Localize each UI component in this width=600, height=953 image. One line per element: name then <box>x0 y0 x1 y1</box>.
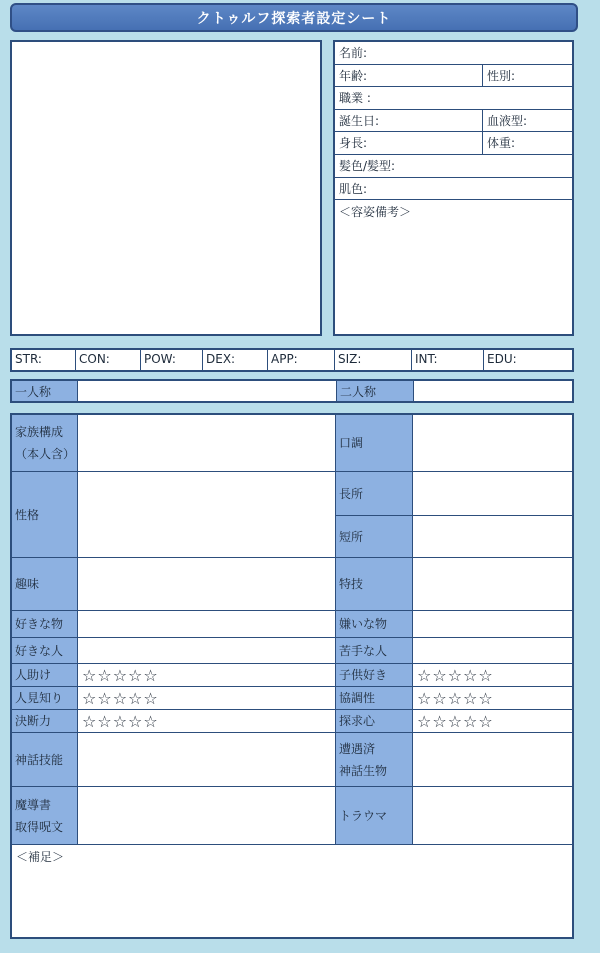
portrait-area[interactable] <box>10 40 322 336</box>
stat-pow[interactable]: POW: <box>141 350 203 370</box>
liked-people-field[interactable] <box>78 638 336 664</box>
skin-field[interactable]: 肌色: <box>339 181 368 196</box>
stat-edu[interactable]: EDU: <box>487 352 517 366</box>
dislikes-field[interactable] <box>413 611 572 638</box>
height-field[interactable]: 身長: <box>339 136 368 151</box>
curious-label: 探求心 <box>336 710 413 733</box>
shy-label: 人見知り <box>12 687 78 710</box>
personality-label: 性格 <box>12 472 78 558</box>
decisive-label: 決断力 <box>12 710 78 733</box>
birthday-field[interactable]: 誕生日: <box>339 113 380 128</box>
profile-panel <box>333 40 574 336</box>
stat-siz[interactable]: SIZ: <box>335 350 412 370</box>
trauma-label: トラウマ <box>336 787 413 845</box>
kids-label: 子供好き <box>336 664 413 687</box>
liked-people-label: 好きな人 <box>12 638 78 664</box>
tone-field[interactable] <box>413 415 572 472</box>
second-person-field[interactable] <box>414 381 572 401</box>
age-field[interactable]: 年齢: <box>339 68 368 83</box>
bad-people-label: 苦手な人 <box>336 638 413 664</box>
family-field[interactable] <box>78 415 336 472</box>
stats-row <box>10 348 574 372</box>
supplement-notes[interactable]: ＜補足＞ <box>12 845 572 937</box>
stat-con[interactable]: CON: <box>76 350 141 370</box>
grimoire-label-line1: 魔導書 <box>15 797 52 812</box>
second-person-label: 二人称 <box>337 381 414 401</box>
kids-rating[interactable]: ☆☆☆☆☆ <box>413 664 572 687</box>
hobby-label: 趣味 <box>12 558 78 611</box>
stat-int[interactable]: INT: <box>412 350 484 370</box>
coop-label: 協調性 <box>336 687 413 710</box>
personality-field[interactable] <box>78 472 336 558</box>
weakness-field[interactable] <box>413 516 572 558</box>
appearance-notes[interactable]: ＜容姿備考＞ <box>339 205 412 220</box>
decisive-rating[interactable]: ☆☆☆☆☆ <box>78 710 336 733</box>
encountered-label <box>336 733 413 787</box>
grimoire-field[interactable] <box>78 787 336 845</box>
mythos-label: 神話技能 <box>12 733 78 787</box>
gender-field[interactable]: 性別: <box>482 65 572 87</box>
family-label-line1: 家族構成 <box>15 425 64 439</box>
skill-label: 特技 <box>336 558 413 611</box>
encountered-label-line2: 神話生物 <box>339 763 388 778</box>
helping-label: 人助け <box>12 664 78 687</box>
encountered-label-line1: 遭遇済 <box>339 741 376 756</box>
encountered-field[interactable] <box>413 733 572 787</box>
hobby-field[interactable] <box>78 558 336 611</box>
coop-rating[interactable]: ☆☆☆☆☆ <box>413 687 572 710</box>
curious-rating[interactable]: ☆☆☆☆☆ <box>413 710 572 733</box>
shy-rating[interactable]: ☆☆☆☆☆ <box>78 687 336 710</box>
grimoire-label <box>12 787 78 845</box>
weakness-label: 短所 <box>336 516 413 558</box>
sheet-title: クトゥルフ探索者設定シート <box>10 3 578 32</box>
mythos-field[interactable] <box>78 733 336 787</box>
trauma-field[interactable] <box>413 787 572 845</box>
skill-field[interactable] <box>413 558 572 611</box>
strength-field[interactable] <box>413 472 572 516</box>
stat-str[interactable]: STR: <box>12 350 76 370</box>
likes-field[interactable] <box>78 611 336 638</box>
family-label <box>12 415 78 472</box>
hair-field[interactable]: 髪色/髪型: <box>339 158 396 173</box>
traits-grid <box>10 413 574 939</box>
stat-dex[interactable]: DEX: <box>203 350 268 370</box>
bad-people-field[interactable] <box>413 638 572 664</box>
helping-rating[interactable]: ☆☆☆☆☆ <box>78 664 336 687</box>
blood-type-field[interactable]: 血液型: <box>482 110 572 132</box>
family-label-line2: （本人含） <box>15 447 76 461</box>
first-person-field[interactable] <box>78 381 337 401</box>
strength-label: 長所 <box>336 472 413 516</box>
first-person-label: 一人称 <box>12 381 78 401</box>
pronoun-row <box>10 379 574 403</box>
name-field[interactable]: 名前: <box>339 46 368 60</box>
weight-field[interactable]: 体重: <box>482 132 572 154</box>
grimoire-label-line2: 取得呪文 <box>15 819 64 834</box>
likes-label: 好きな物 <box>12 611 78 638</box>
dislikes-label: 嫌いな物 <box>336 611 413 638</box>
stat-app[interactable]: APP: <box>268 350 335 370</box>
job-field[interactable]: 職業 : <box>339 91 371 106</box>
tone-label: 口調 <box>336 415 413 472</box>
